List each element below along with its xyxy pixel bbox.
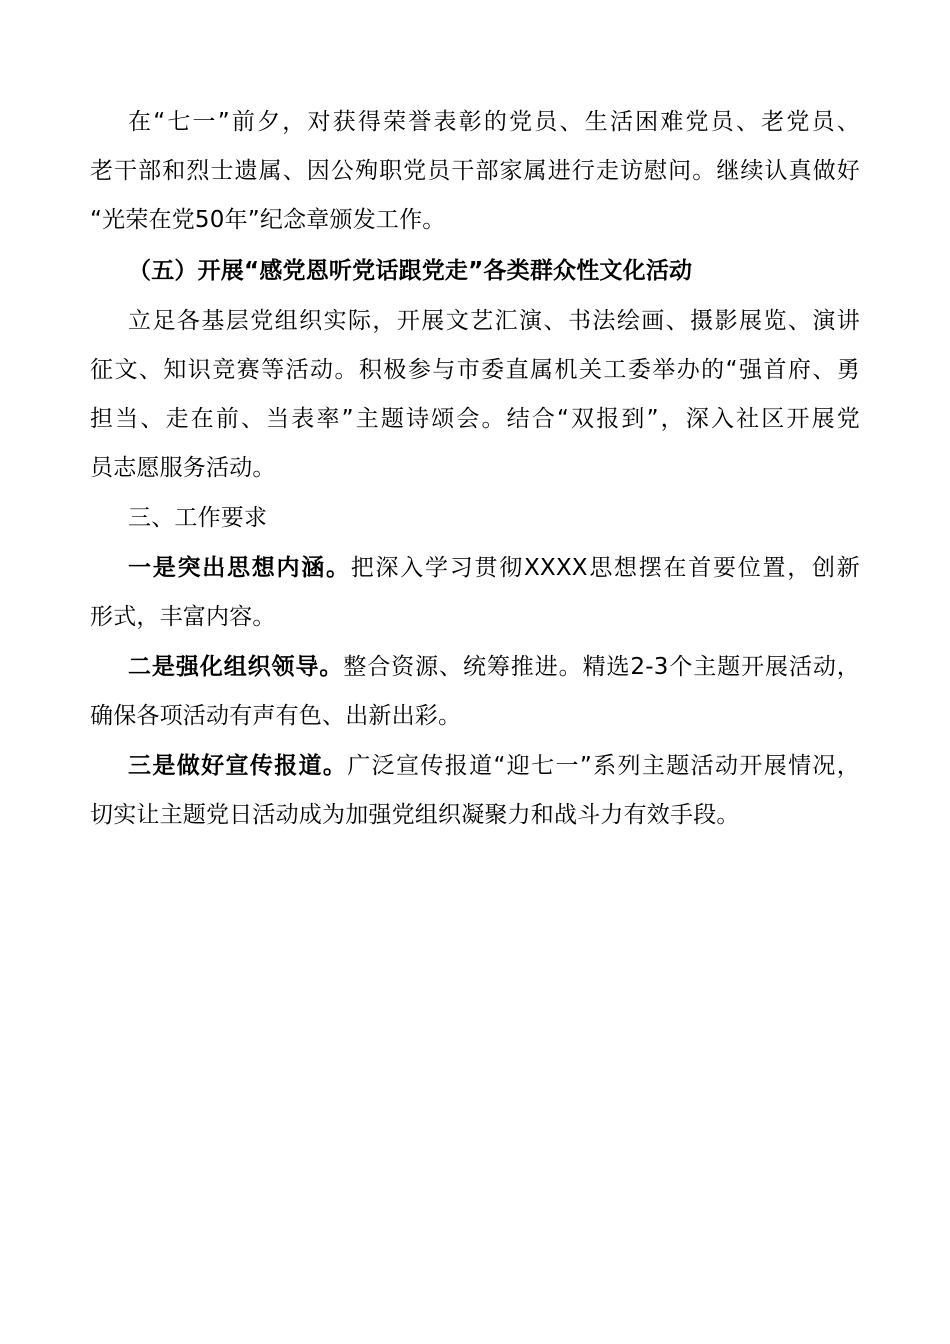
section-heading: （五）开展“感党恩听党话跟党走”各类群众性文化活动 — [128, 258, 693, 284]
paragraph-line: 征文、知识竞赛等活动。积极参与市委直属机关工委举办的“强首府、勇 — [90, 357, 860, 383]
paragraph-line: 老干部和烈士遗属、因公殉职党员干部家属进行走访慰问。继续认真做好 — [90, 158, 860, 184]
requirement-line — [128, 652, 860, 682]
paragraph-line: 确保各项活动有声有色、出新出彩。 — [90, 703, 462, 729]
requirement-title: 一是突出思想内涵。 — [128, 555, 351, 581]
requirement-text: 把深入学习贯彻XXXX思想摆在首要位置，创新 — [350, 555, 860, 581]
requirement-text: 广泛宣传报道“迎七一”系列主题活动开展情况， — [347, 753, 860, 779]
paragraph-line: 在“七一”前夕，对获得荣誉表彰的党员、生活困难党员、老党员、 — [128, 109, 860, 135]
requirement-line — [128, 751, 860, 781]
paragraph-line: 立足各基层党组织实际，开展文艺汇演、书法绘画、摄影展览、演讲 — [128, 308, 860, 334]
section-heading: 三、工作要求 — [128, 505, 268, 531]
paragraph-line: “光荣在党50年”纪念章颁发工作。 — [90, 207, 446, 233]
requirement-text: 整合资源、统筹推进。精选2-3个主题开展活动， — [343, 654, 860, 680]
paragraph-line: 形式，丰富内容。 — [90, 604, 276, 630]
requirement-title: 二是强化组织领导。 — [128, 654, 344, 680]
requirement-title: 三是做好宣传报道。 — [128, 753, 348, 779]
requirement-line — [128, 553, 860, 583]
paragraph-line: 员志愿服务活动。 — [90, 455, 276, 481]
paragraph-line: 担当、走在前、当表率”主题诗颂会。结合“双报到”，深入社区开展党 — [90, 406, 860, 432]
paragraph-line: 切实让主题党日活动成为加强党组织凝聚力和战斗力有效手段。 — [90, 802, 740, 828]
